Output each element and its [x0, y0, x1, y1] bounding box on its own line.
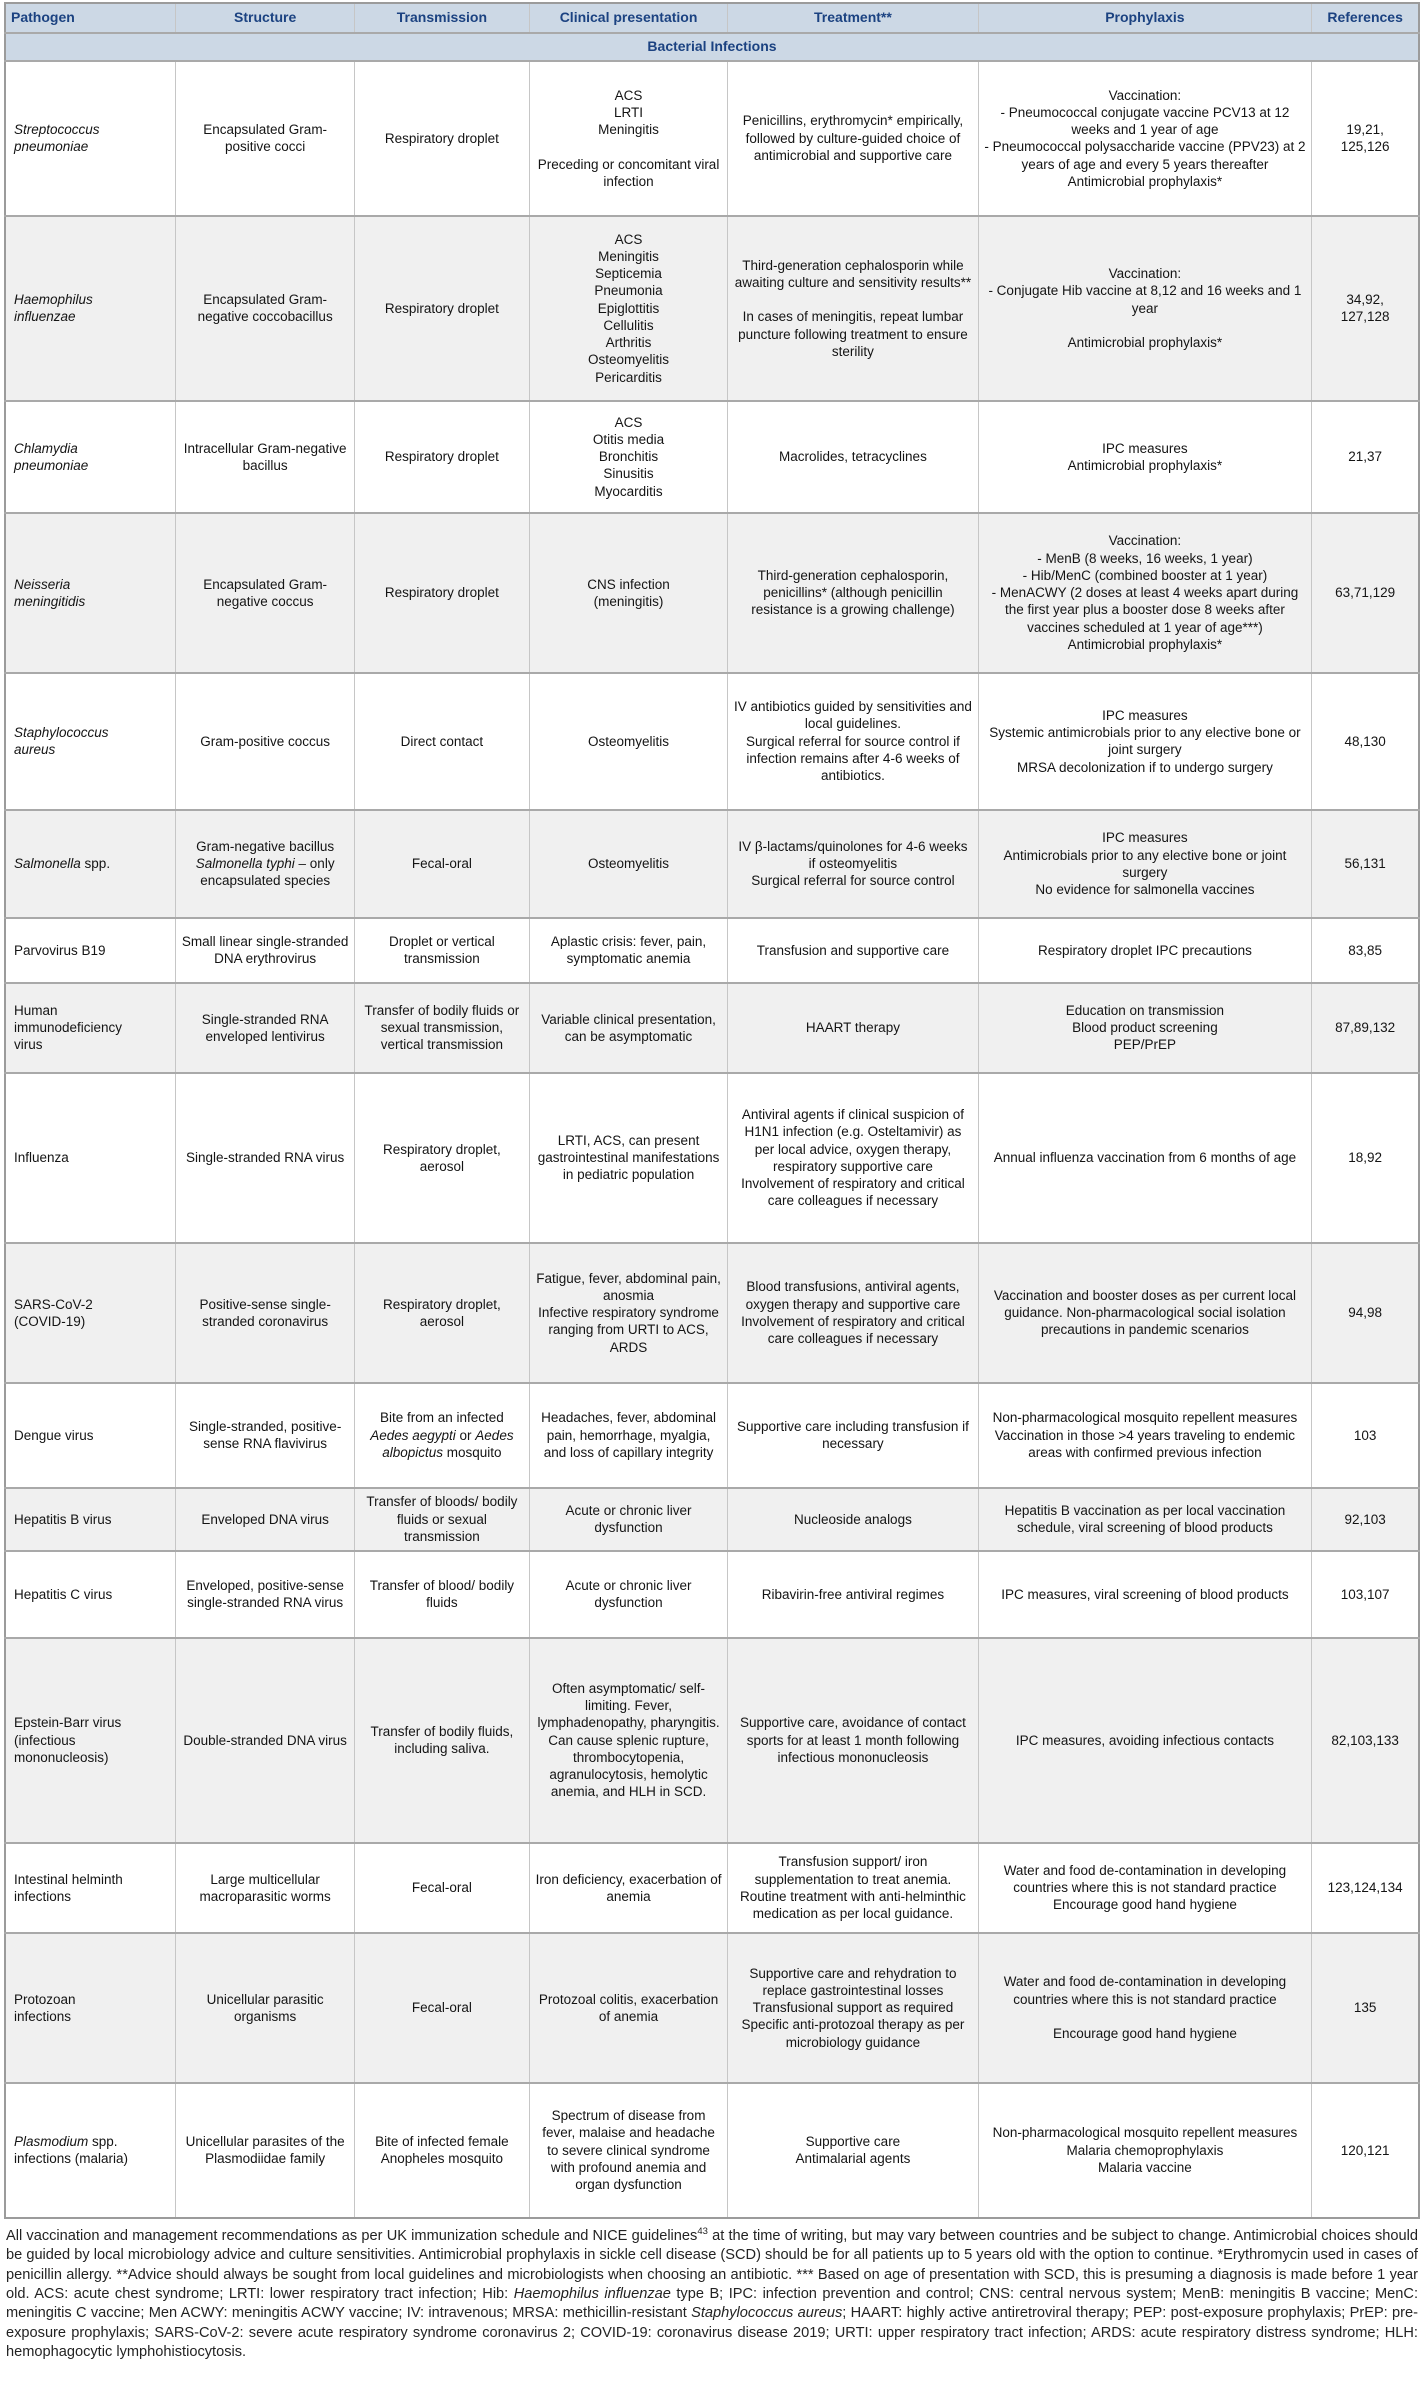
cell-structure: Encapsulated Gram-negative coccobacillus: [176, 216, 355, 401]
cell-prophylaxis: IPC measures, viral screening of blood products: [978, 1551, 1312, 1638]
cell-pathogen: Haemophilus influenzae: [5, 216, 176, 401]
cell-pathogen: Streptococcus pneumoniae: [5, 61, 176, 216]
cell-treatment: IV antibiotics guided by sensitivities and local guidelines. Surgical referral for source control if infection remains after 4-6 weeks of antibiotics.: [728, 673, 978, 810]
cell-transmission: Respiratory droplet: [355, 61, 530, 216]
cell-pathogen: Plasmodium spp. infections (malaria): [5, 2083, 176, 2218]
cell-prophylaxis: IPC measures Systemic antimicrobials prior to any elective bone or joint surgery MRSA decolonization if to undergo surgery: [978, 673, 1312, 810]
table-row: [5, 918, 1419, 983]
cell-transmission: Droplet or vertical transmission: [355, 918, 530, 983]
cell-structure: Enveloped DNA virus: [176, 1488, 355, 1551]
cell-transmission: Respiratory droplet: [355, 216, 530, 401]
cell-clinical-presentation: ACS LRTI Meningitis Preceding or concomitant viral infection: [529, 61, 728, 216]
cell-transmission: Bite of infected female Anopheles mosquito: [355, 2083, 530, 2218]
cell-clinical-presentation: Fatigue, fever, abdominal pain, anosmia Infective respiratory syndrome ranging from URTI to ACS, ARDS: [529, 1243, 728, 1383]
cell-treatment: Supportive care Antimalarial agents: [728, 2083, 978, 2218]
cell-pathogen: Influenza: [5, 1073, 176, 1243]
cell-references: 56,131: [1312, 810, 1419, 918]
cell-structure: Small linear single-stranded DNA erythrovirus: [176, 918, 355, 983]
column-header-clinical-presentation: Clinical presentation: [529, 3, 728, 33]
cell-structure: Gram-positive coccus: [176, 673, 355, 810]
cell-structure: Unicellular parasites of the Plasmodiidae family: [176, 2083, 355, 2218]
cell-clinical-presentation: Protozoal colitis, exacerbation of anemia: [529, 1933, 728, 2083]
cell-prophylaxis: Vaccination: - Pneumococcal conjugate vaccine PCV13 at 12 weeks and 1 year of age - Pneumococcal polysaccharide vaccine (PPV23) at 2 years of age and every 5 years thereafter Antimicrobial prophylaxis*: [978, 61, 1312, 216]
cell-references: 34,92, 127,128: [1312, 216, 1419, 401]
cell-treatment: Supportive care and rehydration to replace gastrointestinal losses Transfusional support as required Specific anti-protozoal therapy as per microbiology guidance: [728, 1933, 978, 2083]
cell-structure: Single-stranded RNA virus: [176, 1073, 355, 1243]
cell-prophylaxis: IPC measures Antimicrobial prophylaxis*: [978, 401, 1312, 513]
cell-pathogen: Hepatitis B virus: [5, 1488, 176, 1551]
cell-pathogen: Epstein-Barr virus (infectious mononucleosis): [5, 1638, 176, 1843]
table-row: [5, 2083, 1419, 2218]
cell-references: 120,121: [1312, 2083, 1419, 2218]
cell-treatment: Supportive care, avoidance of contact sports for at least 1 month following infectious mononucleosis: [728, 1638, 978, 1843]
cell-clinical-presentation: Osteomyelitis: [529, 673, 728, 810]
cell-clinical-presentation: CNS infection (meningitis): [529, 513, 728, 673]
table-row: [5, 1843, 1419, 1933]
footnote: [6, 2227, 1418, 2363]
cell-pathogen: Intestinal helminth infections: [5, 1843, 176, 1933]
cell-prophylaxis: Vaccination and booster doses as per current local guidance. Non-pharmacological social isolation precautions in pandemic scenarios: [978, 1243, 1312, 1383]
cell-references: 87,89,132: [1312, 983, 1419, 1073]
cell-structure: Intracellular Gram-negative bacillus: [176, 401, 355, 513]
table-row: [5, 810, 1419, 918]
cell-pathogen: Staphylococcus aureus: [5, 673, 176, 810]
column-header-structure: Structure: [176, 3, 355, 33]
cell-references: 123,124,134: [1312, 1843, 1419, 1933]
cell-pathogen: SARS-CoV-2 (COVID-19): [5, 1243, 176, 1383]
cell-clinical-presentation: Aplastic crisis: fever, pain, symptomatic anemia: [529, 918, 728, 983]
pathogen-table: [4, 2, 1420, 2219]
cell-treatment: Blood transfusions, antiviral agents, oxygen therapy and supportive care Involvement of respiratory and critical care colleagues if necessary: [728, 1243, 978, 1383]
column-header-pathogen: Pathogen: [5, 3, 176, 33]
cell-pathogen: Salmonella spp.: [5, 810, 176, 918]
section-header-row: [5, 33, 1419, 61]
cell-structure: Encapsulated Gram-positive cocci: [176, 61, 355, 216]
cell-clinical-presentation: Iron deficiency, exacerbation of anemia: [529, 1843, 728, 1933]
cell-prophylaxis: IPC measures, avoiding infectious contacts: [978, 1638, 1312, 1843]
cell-treatment: Transfusion support/ iron supplementation to treat anemia. Routine treatment with anti-helminthic medication as per local guidance.: [728, 1843, 978, 1933]
cell-pathogen: Neisseria meningitidis: [5, 513, 176, 673]
cell-prophylaxis: Vaccination: - Conjugate Hib vaccine at 8,12 and 16 weeks and 1 year Antimicrobial prophylaxis*: [978, 216, 1312, 401]
cell-pathogen: Dengue virus: [5, 1383, 176, 1488]
cell-clinical-presentation: Often asymptomatic/ self-limiting. Fever, lymphadenopathy, pharyngitis. Can cause splenic rupture, thrombocytopenia, agranulocytosis, hemolytic anemia, and HLH in SCD.: [529, 1638, 728, 1843]
cell-pathogen: Hepatitis C virus: [5, 1551, 176, 1638]
cell-structure: Gram-negative bacillus Salmonella typhi – only encapsulated species: [176, 810, 355, 918]
cell-references: 135: [1312, 1933, 1419, 2083]
table-header: [5, 3, 1419, 61]
table-row: [5, 1638, 1419, 1843]
cell-prophylaxis: IPC measures Antimicrobials prior to any elective bone or joint surgery No evidence for salmonella vaccines: [978, 810, 1312, 918]
cell-prophylaxis: Vaccination: - MenB (8 weeks, 16 weeks, 1 year) - Hib/MenC (combined booster at 1 year) - MenACWY (2 doses at least 4 weeks apart during the first year plus a booster dose 8 weeks after vaccines scheduled at 1 year of age***) Antimicrobial prophylaxis*: [978, 513, 1312, 673]
cell-pathogen: Parvovirus B19: [5, 918, 176, 983]
table-row: [5, 513, 1419, 673]
cell-structure: Single-stranded RNA enveloped lentivirus: [176, 983, 355, 1073]
cell-references: 63,71,129: [1312, 513, 1419, 673]
cell-clinical-presentation: Acute or chronic liver dysfunction: [529, 1551, 728, 1638]
header-row: [5, 3, 1419, 33]
cell-transmission: Respiratory droplet, aerosol: [355, 1243, 530, 1383]
cell-clinical-presentation: Spectrum of disease from fever, malaise and headache to severe clinical syndrome with profound anemia and organ dysfunction: [529, 2083, 728, 2218]
cell-references: 103: [1312, 1383, 1419, 1488]
cell-treatment: Penicillins, erythromycin* empirically, followed by culture-guided choice of antimicrobial and supportive care: [728, 61, 978, 216]
cell-prophylaxis: Non-pharmacological mosquito repellent measures Vaccination in those >4 years traveling to endemic areas with confirmed previous infection: [978, 1383, 1312, 1488]
cell-structure: Large multicellular macroparasitic worms: [176, 1843, 355, 1933]
cell-transmission: Respiratory droplet: [355, 513, 530, 673]
table-row: [5, 1243, 1419, 1383]
footnote-text: All vaccination and management recommendations as per UK immunization schedule and NICE guidelines$^{43}$ at the time of writing, but may vary between countries and be subject to change. Antimicrobial choices should be guided by local microbiology advice and culture sensitivities. Antimicrobial prophylaxis in sickle cell disease (SCD) should be for all patients up to 5 years old with the option to continue. *Erythromycin used in cases of penicillin allergy. **Advice should always be sought from local guidelines and microbiologists when choosing an antibiotic. *** Based on age of presentation with SCD, this is presuming a diagnosis is made before 1 year old. ACS: acute chest syndrome; LRTI: lower respiratory tract infection; Hib: Haemophilus influenzae type B; IPC: infection prevention and control; CNS: central nervous system; MenB: meningitis B vaccine; MenC: meningitis C vaccine; Men ACWY: meningitis ACWY vaccine; IV: intravenous; MRSA: methicillin-resistant Staphylococcus aureus; HAART: highly active antiretroviral therapy; PEP: post-exposure prophylaxis; PrEP: pre-exposure prophylaxis; SARS-CoV-2: severe acute respiratory syndrome coronavirus 2; COVID-19: coronavirus disease 2019; URTI: upper respiratory tract infection; ARDS: acute respiratory distress syndrome; HLH: hemophagocytic lymphohistiocytosis.: [6, 2225, 1418, 2361]
cell-transmission: Transfer of bloods/ bodily fluids or sexual transmission: [355, 1488, 530, 1551]
cell-prophylaxis: Annual influenza vaccination from 6 months of age: [978, 1073, 1312, 1243]
cell-structure: Double-stranded DNA virus: [176, 1638, 355, 1843]
table-body: [5, 61, 1419, 2218]
cell-treatment: Ribavirin-free antiviral regimes: [728, 1551, 978, 1638]
cell-references: 83,85: [1312, 918, 1419, 983]
cell-references: 82,103,133: [1312, 1638, 1419, 1843]
cell-structure: Unicellular parasitic organisms: [176, 1933, 355, 2083]
cell-prophylaxis: Non-pharmacological mosquito repellent measures Malaria chemoprophylaxis Malaria vaccine: [978, 2083, 1312, 2218]
cell-structure: Encapsulated Gram-negative coccus: [176, 513, 355, 673]
cell-transmission: Transfer of bodily fluids, including saliva.: [355, 1638, 530, 1843]
cell-pathogen: Protozoan infections: [5, 1933, 176, 2083]
cell-structure: Enveloped, positive-sense single-stranded RNA virus: [176, 1551, 355, 1638]
cell-transmission: Respiratory droplet, aerosol: [355, 1073, 530, 1243]
cell-clinical-presentation: ACS Otitis media Bronchitis Sinusitis Myocarditis: [529, 401, 728, 513]
cell-transmission: Transfer of bodily fluids or sexual transmission, vertical transmission: [355, 983, 530, 1073]
table-row: [5, 673, 1419, 810]
cell-references: 19,21, 125,126: [1312, 61, 1419, 216]
cell-transmission: Transfer of blood/ bodily fluids: [355, 1551, 530, 1638]
cell-treatment: Supportive care including transfusion if necessary: [728, 1383, 978, 1488]
cell-references: 103,107: [1312, 1551, 1419, 1638]
section-header: Bacterial Infections: [5, 33, 1419, 61]
cell-pathogen: Human immunodeficiency virus: [5, 983, 176, 1073]
cell-treatment: Macrolides, tetracyclines: [728, 401, 978, 513]
cell-transmission: Fecal-oral: [355, 1843, 530, 1933]
cell-references: 92,103: [1312, 1488, 1419, 1551]
cell-transmission: Direct contact: [355, 673, 530, 810]
cell-transmission: Fecal-oral: [355, 810, 530, 918]
table-row: [5, 983, 1419, 1073]
cell-pathogen: Chlamydia pneumoniae: [5, 401, 176, 513]
cell-transmission: Respiratory droplet: [355, 401, 530, 513]
column-header-transmission: Transmission: [355, 3, 530, 33]
cell-treatment: HAART therapy: [728, 983, 978, 1073]
cell-treatment: Third-generation cephalosporin, penicillins* (although penicillin resistance is a growing challenge): [728, 513, 978, 673]
table-row: [5, 61, 1419, 216]
cell-prophylaxis: Water and food de-contamination in developing countries where this is not standard practice Encourage good hand hygiene: [978, 1933, 1312, 2083]
column-header-prophylaxis: Prophylaxis: [978, 3, 1312, 33]
cell-transmission: Fecal-oral: [355, 1933, 530, 2083]
cell-clinical-presentation: Variable clinical presentation, can be asymptomatic: [529, 983, 728, 1073]
cell-treatment: Transfusion and supportive care: [728, 918, 978, 983]
cell-references: 94,98: [1312, 1243, 1419, 1383]
table-row: [5, 216, 1419, 401]
cell-prophylaxis: Education on transmission Blood product screening PEP/PrEP: [978, 983, 1312, 1073]
table-row: [5, 1933, 1419, 2083]
cell-references: 21,37: [1312, 401, 1419, 513]
cell-treatment: IV β-lactams/quinolones for 4-6 weeks if osteomyelitis Surgical referral for source control: [728, 810, 978, 918]
cell-clinical-presentation: Acute or chronic liver dysfunction: [529, 1488, 728, 1551]
cell-prophylaxis: Hepatitis B vaccination as per local vaccination schedule, viral screening of blood products: [978, 1488, 1312, 1551]
table-row: [5, 1551, 1419, 1638]
cell-clinical-presentation: Osteomyelitis: [529, 810, 728, 918]
cell-prophylaxis: Water and food de-contamination in developing countries where this is not standard practice Encourage good hand hygiene: [978, 1843, 1312, 1933]
column-header-references: References: [1312, 3, 1419, 33]
cell-transmission: Bite from an infected Aedes aegypti or Aedes albopictus mosquito: [355, 1383, 530, 1488]
table-row: [5, 1073, 1419, 1243]
table-row: [5, 1488, 1419, 1551]
cell-treatment: Third-generation cephalosporin while awaiting culture and sensitivity results** In cases of meningitis, repeat lumbar puncture following treatment to ensure sterility: [728, 216, 978, 401]
cell-treatment: Antiviral agents if clinical suspicion of H1N1 infection (e.g. Osteltamivir) as per local advice, oxygen therapy, respiratory supportive care Involvement of respiratory and critical care colleagues if necessary: [728, 1073, 978, 1243]
cell-treatment: Nucleoside analogs: [728, 1488, 978, 1551]
cell-references: 18,92: [1312, 1073, 1419, 1243]
cell-references: 48,130: [1312, 673, 1419, 810]
cell-clinical-presentation: Headaches, fever, abdominal pain, hemorrhage, myalgia, and loss of capillary integrity: [529, 1383, 728, 1488]
cell-clinical-presentation: LRTI, ACS, can present gastrointestinal manifestations in pediatric population: [529, 1073, 728, 1243]
cell-structure: Single-stranded, positive-sense RNA flavivirus: [176, 1383, 355, 1488]
table-row: [5, 1383, 1419, 1488]
cell-clinical-presentation: ACS Meningitis Septicemia Pneumonia Epiglottitis Cellulitis Arthritis Osteomyelitis Pericarditis: [529, 216, 728, 401]
table-row: [5, 401, 1419, 513]
cell-prophylaxis: Respiratory droplet IPC precautions: [978, 918, 1312, 983]
cell-structure: Positive-sense single-stranded coronavirus: [176, 1243, 355, 1383]
column-header-treatment: Treatment**: [728, 3, 978, 33]
